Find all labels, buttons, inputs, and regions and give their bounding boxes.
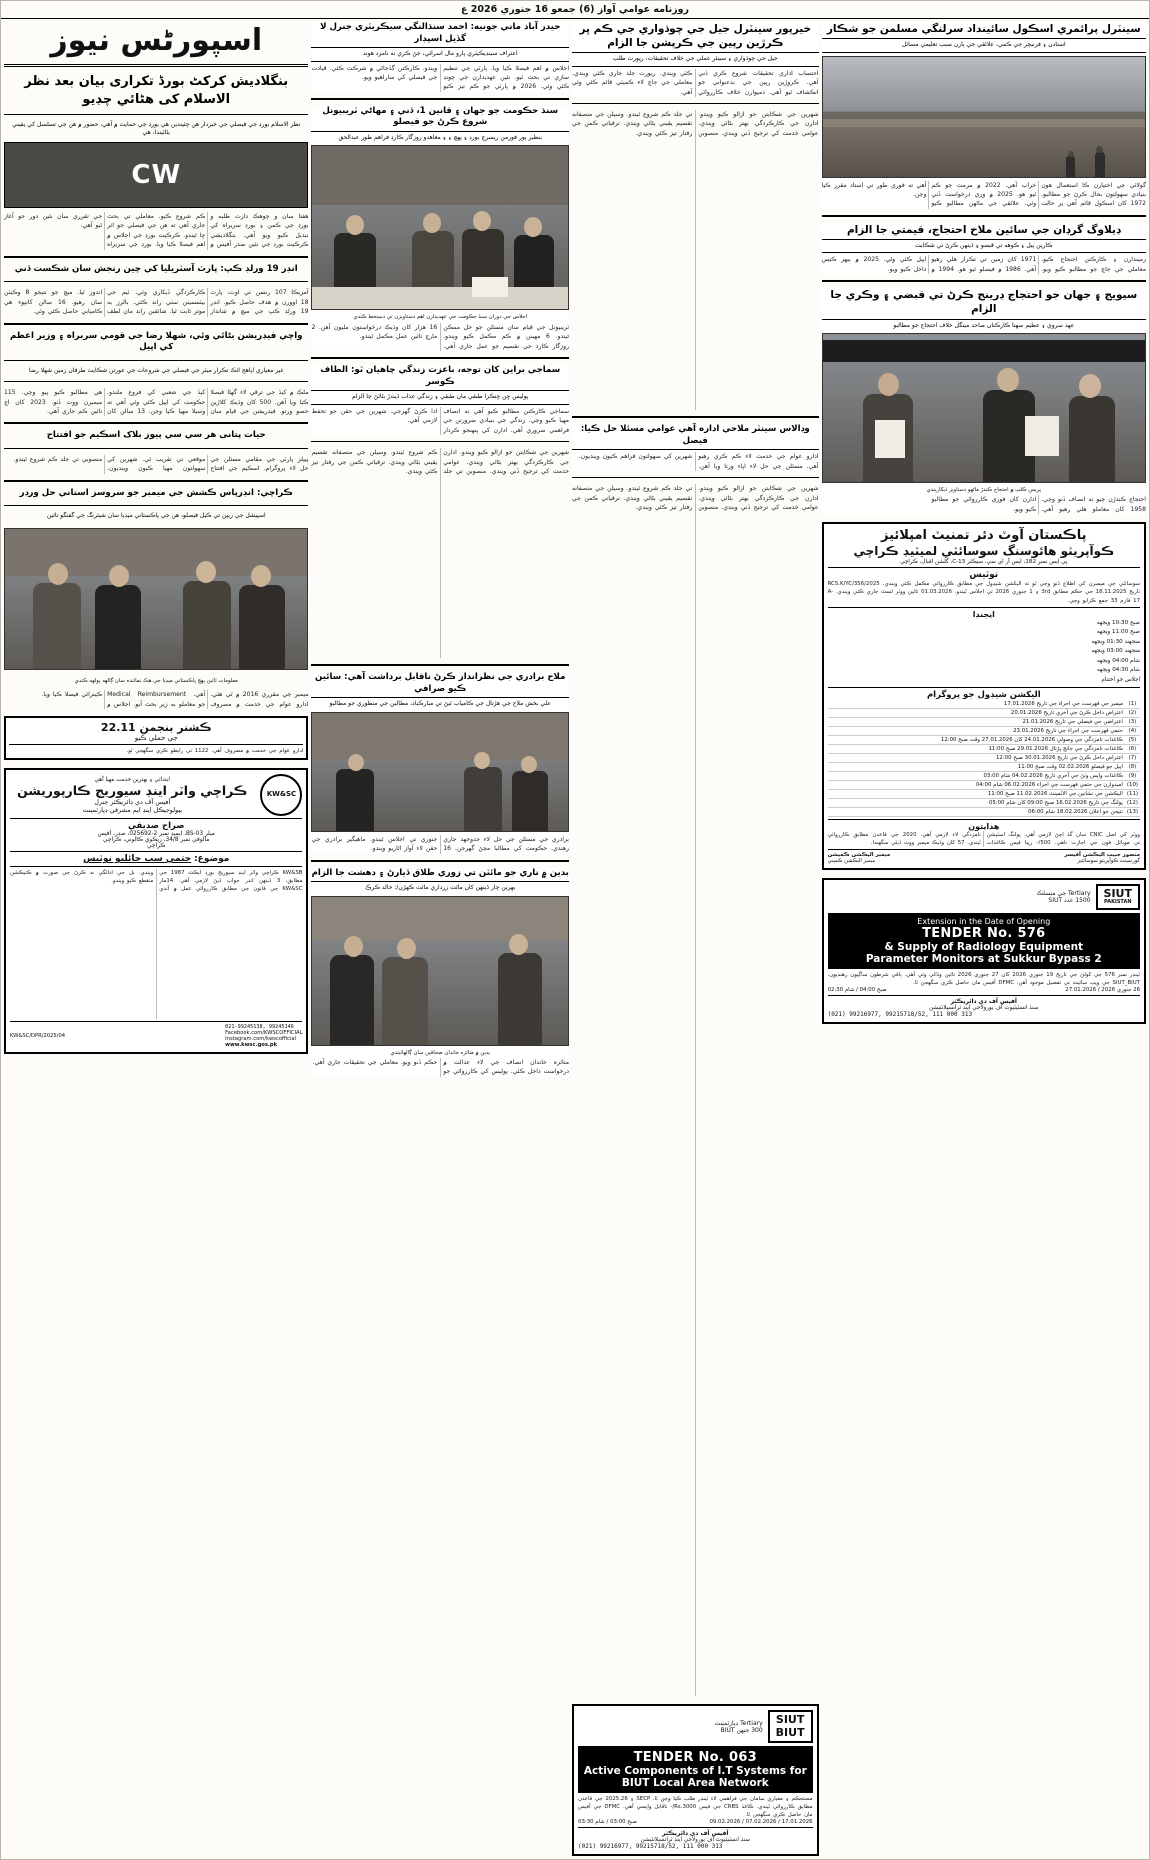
ad063-title2: BIUT Local Area Network [621, 1776, 769, 1789]
ad-society-schedule-label: الیکشن شيڊول جو پروگرام [926, 690, 1041, 701]
article-badin-subhead: بهرين چار ڏينهن کان مائٽ زرداري مائٽ ڪهڙن/: خالد ڪرڪ [365, 884, 516, 892]
row-text: ڪاغذات واپس وٺڻ جي آخري تاريخ 04.02.2026 شام 03:00 [828, 772, 1125, 781]
article-hyderabad-body: اجلاس ۾ اهم فيصلا ڪيا ويا. پارٽي جي تنظيم سازي تي بحث ٿيو. نئين عهديدارن جي چونڊ ڪئي وئي. 2026 ۾ پارٽي جو ڪم تيز ڪيو ويندو. ڪارڪنن گڏجاڻي ۾ شرڪت ڪئي. قيادت جي فيصلي کي ساراهيو ويو. [311, 64, 570, 91]
ad-society-sign-right2: ميمبر اليڪشن ڪمپني [827, 858, 876, 865]
photo-school [822, 56, 1146, 178]
article-vdalas-body: ادارو عوام جي خدمت لاء ڪم ڪري رهيو آهي. مسئلن جي حل لاء اپاء ورتا ويا آهن. شهرين کي سهولتون فراهم ڪيون وينديون. [578, 453, 819, 470]
article-badin-headline: بدين ۾ ناري جو مائٽن تي زوري طلاق ڏيارڻ ۽ دهشت جا الزام [311, 867, 569, 878]
box-small-notice [4, 716, 308, 760]
article-federation-headline: واچي فيڊريشن بڻائي وئي، شهلا رضا جي قومي سربراه ۽ وزير اعظم کي اپيل [9, 330, 303, 353]
ad576-time: صبح 04:00 / شام 02:30 [827, 987, 887, 994]
kwsc-addr2: مالوفي نمبر 34/8، ريڪوي ڪالوني، ڪراچي [103, 837, 210, 844]
article-badin-body: متاثره خاندان انصاف جي لاء عدالت ۾ درخواست داخل ڪئي. پوليس کي ڪارروائي جو حڪم ڏنو ويو. معاملي جي تحقيقات جاري آهي. [312, 1058, 570, 1076]
article-sindh-body: ٽريبيونل جي قيام سان مسئلن جو حل ممڪن ٿيندو. 6 مهينن ۾ ڪم مڪمل ڪيو ويندو. روزگار ڪارڊ جي تقسيم جو عمل جاري آهي. 16 هزار کان وڌيڪ درخواستون مليون آهن. 2 مارچ تائين عمل مڪمل ٿيندو. [311, 323, 570, 350]
kwsc-facebook[interactable]: Facebook.com/KWSCOFFICIAL [225, 1030, 303, 1037]
article-badin [311, 868, 569, 1077]
ad576-dates: 26 جنوري 2026 / 27.01.2026 [1065, 987, 1140, 994]
row-text: نتيجن جو اعلان 18.02.2026 شام 06:00 [828, 808, 1125, 817]
ad576-title2: 2 Parameter Monitors at Sukkur Bypass [865, 952, 1102, 965]
ad063-tertiary: Tertiary ڊپارٽمينٽ [714, 1719, 763, 1727]
article-jail-subhead: جيل جي چوڌواري ۽ سينئر عملي جي خلاف تحقيقات، رپورٽ طلب [612, 55, 778, 63]
table-row [828, 718, 1140, 727]
ad063-tender-no: TENDER No. 063 [633, 1749, 758, 1765]
ad-society-title1: پاڪستان آوٽ دئر تمنيٽ امپلائيز [881, 528, 1087, 544]
siut-logo-subtext: PAKISTAN [1104, 899, 1132, 906]
masthead-strip [1, 1, 1149, 19]
row-num: (10) [1126, 782, 1138, 789]
box-small-notice-head: ڪشنر بنجمن 22.11 [100, 721, 212, 735]
ad063-dates: 17.01.2026 / 07.02.2026 / 09.02.2026 [709, 1819, 813, 1825]
article-sindh-govt [311, 106, 569, 351]
ad576-phone: (021) 99216977, 99215718/52, 111 000 313 [827, 1011, 973, 1019]
ad063-body: مستحڪم ۽ معياري سامان جي فراهمي لاء ٽينڊر طلب ڪيا وڃن ٿا. SECP ۽ 2025.26 جي قاعدن مطابق ڪارروائي ٿيندي. ڪاغذ CRBS جي فيس Rs.3000/- ناقابل واپسي آهي. DFMC جي آفيس مان حاصل ڪري سگهجن ٿا. [578, 1795, 813, 1818]
masthead-strip-text: روزنامه عوامي آواز (6) جمعو 16 جنوري 2026 ع [460, 4, 690, 15]
article-sindh-subhead: بنظير پور فورمن ريسرچ بورڊ ۽ پهچ ۽ ۽ معاهدو روزگار ڪارڊ فراهم طور عبدالحق [338, 134, 543, 142]
row-text: اعتراض داخل ڪرڻ جي آخري تاريخ 20.01.2026 [828, 709, 1125, 718]
article-scheme-body: پيپلز پارٽي جي مقامي مسئلن جي حل لاء پروگرام. اسڪيم جي افتتاح موقعي تي تقريب ٿي. شهرين کي سهولتون مهيا ڪيون وينديون. منصوبي تي جلد ڪم شروع ٿيندو. [13, 456, 309, 473]
box-small-notice-sub: جي حملي ڪيو [134, 734, 178, 743]
biut-logo-text: BIUT [775, 1725, 805, 1739]
table-row [828, 772, 1140, 781]
table-row [828, 745, 1140, 754]
logo-cw [4, 142, 308, 208]
article-delag [822, 223, 1146, 274]
article-malah-subhead: علي بخش ملاح جي هڙتال جي ڪامياب ٿيڻ تي مبارڪباد، مطالبن جي منظوري جو مطالبو [329, 700, 551, 708]
table-row [828, 727, 1140, 736]
article-federation-body: ملڪ ۾ کيڏ جي ترقي لاء گهڻا فيصلا ڪيا ويا آهن. 500 کان وڌيڪ کلاڙين حصو ورتو. فيڊريشن جي قيام سان کيڏ جي شعبي کي فروغ ملندو. حڪومت کي اپيل ڪئي وئي آهي ته وسيلا مهيا ڪيا وڃن. 13 سالن کان هي مطالبو ڪيو پيو وڃي. 115 ميمبرن ووٽ ڏنو. 2023 کان اڄ تائين ڪم جاري آهي. [4, 389, 309, 415]
agenda-item: منجهند 01:30 ويجهه [1091, 638, 1140, 645]
ad063-time: صبح 03:00 / شام 03:30 [578, 1819, 637, 1825]
ad-society-title2: ڪوآپريٽو هائوسنگ سوسائٽي لميٽيڊ ڪراچي [853, 543, 1115, 558]
row-num: (11) [1126, 791, 1138, 798]
row-text: حتمي فهرست جي اجراء جي تاريخ 23.01.2026 [828, 727, 1125, 736]
ad-society-sign-right: ميمبر اليڪشن ڪميشن [827, 852, 891, 859]
kwsc-sub2: بيولوجيڪل اينڊ ايم مشرقي ڊپارٽمينٽ [82, 805, 183, 814]
siut-logo-text: SIUT [1103, 887, 1132, 901]
article-vdalas-headline: وڊالاس سينٽر ملاحي اداره آهي عوامي مسئلا حل ڪيا: فيصل [580, 424, 810, 446]
page-grid [1, 19, 1149, 1859]
ad-society-agenda-label: ايجنڊا [972, 609, 995, 619]
article-scheme-headline: حیات پتانی هر سي سي پیوز بلاک اسڪیم جو افتتاح [46, 430, 266, 441]
article-school-subhead: استادن ۽ فرنيچر جي ڪمي، علائقي جي ٻارن سبب تعليمي مسائل [901, 41, 1066, 49]
column-mid-right [311, 22, 569, 1856]
agenda-item: منجهند 03:00 ويجهه [1091, 648, 1140, 655]
article-school-headline: سينٽرل پرائمري اسڪول سائينداد سرلنگي مسلمن جو شڪار [826, 23, 1141, 35]
ad-society-address: پي ايس نمبر 182، ايس آر اي سي، سيڪٽر C-13، گلشن اقبال، ڪراچي [900, 559, 1068, 566]
row-num: (13) [1126, 809, 1138, 816]
kwsc-body: KW&SB ڪراچي واٽر اينڊ سيوريج بورڊ ايڪٽ 1987 جي مطابق، 3 ڏينهن اندر جواب ڏيڻ لازمي آهي. 14مار KW&SC جي قانون جي مطابق ڪارروائي عمل ۾ آندي ويندي. بل جي ادائگي نه ڪرڻ جي صورت ۾ ڪنيڪشن منقطع ڪيو ويندو. [10, 870, 303, 893]
column-far-left [822, 22, 1146, 1856]
ad576-footer-org: سنڌ انسٽيٽيوٽ آف يورولاجي اينڊ ٽرانسپلانٽيشن [929, 1005, 1039, 1012]
row-text: اعتراضن جي فيصلي جي تاريخ 21.01.2026 [828, 718, 1125, 727]
ad576-title1: Supply of Radiology Equipment & [884, 940, 1084, 953]
kwsc-title: ڪراچي واٽر اينڊ سيوريج ڪارپوريشن [17, 782, 248, 798]
ad-tender-576 [822, 878, 1146, 1024]
article-underpass-headline: ڪراچي: انڊرپاس ڪشش جي ميمبر جو سروسز استاني حل ورڊر [19, 487, 293, 498]
row-num: (1) [1125, 700, 1140, 709]
agenda-item: شام 04:00 ويجهه [1097, 657, 1140, 664]
kwsc-logo-icon: KW&SC [260, 774, 302, 816]
article-malah [311, 672, 569, 853]
ad576-footer-label: آفيس آف دي ڊائريڪٽر [950, 998, 1017, 1006]
article-sewage [822, 288, 1146, 514]
row-text: اميدوارن جي حتمي فهرست جي اجراء 06.02.2026 شام 04:00 [828, 781, 1125, 790]
photo-signing-caption: اجلاس جي دوران سنڌ حڪومت جي عهديدارن اهم دستاويزن تي دستخط ڪندي [353, 314, 528, 321]
table-row [828, 808, 1140, 817]
siut-logo [1096, 884, 1140, 910]
agenda-item: صبح 10:30 ويجهه [1096, 619, 1140, 626]
photo-press-club-caption: پريس ڪلب ۾ احتجاج ڪندڙ ماڻهو دستاويز ڏيکاريندي [926, 487, 1041, 494]
row-num: (2) [1125, 709, 1140, 718]
row-num: (6) [1125, 745, 1140, 754]
kwsc-website[interactable]: www.kwsc.gos.pk [225, 1042, 278, 1049]
article-delag-subhead: ڪارين ٻيل ۽ ڪوهه تي قبضو ۽ ڏينهن ڪرڻ تي شڪايت [915, 242, 1053, 250]
article-hyderabad-headline: حيدر آباد ماني جونيه: احمد سنڌالنگي سيڪريٽري جنرل لا گڏيل اسپڊار [320, 22, 561, 44]
row-text: اپيل جو فيصلو 02.02.2026 وقت صبح 11:00 [828, 763, 1125, 772]
ad-tender-063 [572, 1704, 819, 1856]
row-text: اليڪشن جي نشانين جي الاٽمينٽ 11.02.2026 صبح 11:00 [828, 790, 1125, 799]
agenda-item: صبح 11:00 ويجهه [1096, 629, 1140, 636]
box-small-notice-body: ادارو عوام جي خدمت ۾ مصروف آهي. 1122 تي رابطو ڪري سگهجي ٿو. [126, 748, 304, 755]
agenda-item: شام 04:30 ويجهه [1097, 667, 1140, 674]
ad576-tertiary: Tertiary جي منسلڪ [1036, 890, 1091, 898]
photo-signing [311, 145, 569, 310]
ad576-body: ٽينڊر نمبر 576 جي کولڻ جي تاريخ 19 جنوري 2026 کان 27 جنوري 2026 تائين وڌائي وئي آهي. ٻاقي شرطون ساڳيون رهنديون. SIUT_BIUT جي ويب سائيٽ تي تفصيل موجود آهن. DFMC آفيس مان حاصل ڪري سگهجن ٿا. [827, 971, 1140, 987]
row-text: پولنگ جي تاريخ 16.02.2026 صبح 09:00 کان شام 05:00 [828, 799, 1125, 808]
section-title-sports: اسپورٹس نیوز [50, 23, 263, 58]
article-school-body: گولائي جي اختيارن ڪا استعمال هون بنيادي سهولتون بحال ڪرڻ جو مطالبو. 1972 کان اسڪول قائم آهي پر حالت خراب آهي. 2022 ۾ مرمت جو ڪم ٿيو هو. 2025 ۾ وري درخواست ڏني وئي. علائقي جي ماڻهن مطالبو ڪيو آهي ته فوري طور تي استاد مقرر ڪيا وڃن. [821, 181, 1146, 208]
photo-malah-meeting [311, 712, 569, 832]
row-text: ميمبر جي فهرست جي اجراء جي تاريخ 17.01.2026 [828, 700, 1125, 709]
kwsc-city: ڪراچي [147, 843, 166, 850]
ad063-banner [578, 1746, 813, 1793]
lead-headline: بنگلادیش کرکٹ بورڈ تکراری بیان بعد نظر الاسلام کی هٹائي چڊیو [24, 74, 289, 107]
article-hyderabad [311, 22, 569, 92]
article-federation-subhead: غير معياري اپاهج اٿڪ تڪرار ميٽر جي فيصلي جي شروعات جي عورتن شڪايت طرفان زمين شهلا رضا [28, 366, 284, 374]
kwsc-officer: صراح صديقي [127, 821, 185, 832]
article-delag-headline: ڊيلاوگ گرڊان جي سائين ملاح احتجاج، قيمتي جا الزام [846, 223, 1121, 236]
article-malah-headline: ملاح برادري جي نظرانداز ڪرڻ ناقابل برداشت آهي: سائين ڪيو صرافي [315, 672, 566, 694]
table-row [828, 736, 1140, 745]
article-hyderabad-subhead: اعتراف سينڊيڪيٽري پارو مال اسرائي، جڻ ڪري نه نامزد هوند [362, 50, 518, 58]
table-row [828, 754, 1140, 763]
article-u19-headline: انڊر 19 ورلڊ ڪپ: پارٽ آسٽريليا کي چين رنجش سان شڪست ڏني [14, 263, 298, 274]
column-mid-left [572, 22, 819, 1856]
column-b-filler: شهرين جي شڪايتن جو ازالو ڪيو ويندو. ادارن جي ڪارڪردگي بهتر بڻائي ويندي. عوامي خدمت کي ترجيح ڏني ويندي. منصوبن تي جلد ڪم شروع ٿيندو. وسيلن جي منصفانه تقسيم يقيني بڻائي ويندي. ترقياتي ڪمن جي رفتار تيز ڪئي ويندي. [311, 449, 570, 475]
article-social-subhead: پوليس ڇن ڇنڪرا طبقي مان طبقي ۽ زندگي عذاب ڏيندڙ بڻائڻ جا الزام [352, 393, 529, 401]
photo-underpass-meeting [4, 528, 308, 670]
ad-housing-society [822, 522, 1146, 870]
ad-society-instructions: ووٽر کي اصل CNIC سان گڏ اچڻ لازمي آهي. پولنگ اسٽيشن تي موبائل فون جي اجازت ناهي. 500/- رپيا فيس ڪاغذات نامزدگي لاء لازمي آهي. 2020 جي قاعدن مطابق ڪارروائي ٿيندي. 57 کان وڌيڪ ميمبر ووٽ ڏيئي سگهندا. [827, 832, 1140, 847]
row-num: (9) [1125, 772, 1140, 781]
table-row [828, 700, 1140, 709]
article-sewage-headline: سيويج ۽ جهان جو احتجاج ڊرينج ڪرڻ تي قبضي ۽ وڪري جا الزام [830, 289, 1138, 316]
kwsc-top-note: ابتدائي ۽ بهترين خدمت مهيا آهي [94, 776, 170, 783]
article-underpass-body: ميمبر جي مقرري 2016 ۾ ٿي هئي. ادارو عوام جي خدمت ۾ مصروف آهي. Medical Reimbursement جو معاملو به زير بحث آيو. اجلاس ۾ ڪيترائي فيصلا ڪيا ويا. [41, 691, 309, 708]
lead-body: هفتا سان و چوهڪ ڊارٽ طلبه و بورڊ جي ڪمن ۽ بورڊ سربراه کي تبديل ڪيو ويو آهي. بنگلاديشي ڪرڪيٽ بورڊ جي نئين صدر آفيس ۾ ڪم شروع ڪيو. معاملي تي بحث جاري آهي ته هن جي فيصلي جو اثر ڇا ٿيندو. ڪرڪيٽ بورڊ جي اجلاس ۾ اهم فيصلا ڪيا ويا. بورڊ جي سربراه جي تقرري سان نئين دور جو آغاز ٿيو آهي. [4, 212, 309, 249]
table-row [828, 709, 1140, 718]
kwsc-sub1: آفيس آف دي ڊائريڪٽر جنرل [94, 797, 171, 806]
article-jail-body: احتساب اداري تحقيقات شروع ڪري ڏني آهي. ڪروڙين رپين جي بدعنواني جو انڪشاف ٿيو آهي. ذميوارن خلاف ڪارروائي ڪئي ويندي. رپورٽ جلد جاري ڪئي ويندي. معاملي جي جاچ لاء ڪميٽي قائم ڪئي وئي آهي. [572, 69, 819, 96]
ad063-title1: Active Components of I.T Systems for [583, 1764, 807, 1777]
ad576-banner [828, 913, 1140, 969]
election-schedule-table [828, 700, 1140, 817]
logo-cw-text: CW [131, 159, 182, 190]
article-jail-continued: شهرين جي شڪايتن جو ازالو ڪيو ويندو. ادارن جي ڪارڪردگي بهتر بڻائي ويندي. عوامي خدمت کي ترجيح ڏني ويندي. منصوبن تي جلد ڪم شروع ٿيندو. وسيلن جي منصفانه تقسيم يقيني بڻائي ويندي. ترقياتي ڪمن جي رفتار تيز ڪئي ويندي. [572, 111, 819, 137]
agenda-item: اجلاس جو اختتام [1101, 676, 1140, 683]
ad063-phone: (021) 99216977, 99215718/52, 111 000 313 [578, 1843, 723, 1850]
article-sindh-headline: سنڌ حڪومت جو جهان ۽ قانين 1، ڏني ۽ مهاڻي ٽريبيونل شروع ڪرڻ جو فيصلو [322, 105, 559, 128]
kwsc-addr1: ميلر 03-BS، ايميڊ نمبر 2-025692، صدر، آفيس [97, 831, 215, 838]
photo-underpass-caption: معلومات ٿائين پهچ پاڪستاني ميڊيا جي هڪ نمائنده سان ڳالهه ٻولهه ڪندي [74, 677, 238, 684]
photo-press-club [822, 333, 1146, 483]
article-u19-body: آمريڪا 107 رنسن تي اوٽ، پارٽ 18 اوورن ۾ هدف حاصل ڪيو. انڊر 19 ورلڊ ڪپ جي ميچ ۾ شاندار ڪارڪردگي ڏيکاري وئي. ٽيم جي بيٽسمينن سٺي راند ڪئي. بالرز به موثر ثابت ٿيا. شائقين راند مان لطف اندوز ٿيا. ميچ جو نتيجو 8 وڪيٽن سان رهيو. 16 سالن کانپوء هي ڪاميابي حاصل ڪئي وئي. [4, 289, 309, 316]
article-school [822, 22, 1146, 209]
article-vdalas [572, 424, 819, 471]
ad-kwsc [4, 768, 308, 1054]
siut-logo-text: SIUT [775, 1713, 805, 1727]
ad-society-notice-label: نوٽيس [969, 570, 999, 581]
article-social-headline: سماجي براين کان توجه، باعزت زندگي چاهيان ٿو: الطاف ڪوسر [320, 365, 561, 387]
row-num: (4) [1125, 727, 1140, 736]
ad576-urdu-top: 1500 عدد SIUT [1048, 897, 1091, 905]
row-text: ڪاغذات نامزدگي جي جانچ پڙتال 29.01.2026 صبح 11:00 [828, 745, 1125, 754]
lead-subhead: نظر الاسلام بورڊ جي فيصلي جي خبردار هن چئيندين هي بورڊ جي حمايت ۾ آهي، حضور ۾ هن جي تسلسل کي يقيني بڻائيندا، هي [12, 121, 301, 137]
article-sewage-body: احتجاج ڪندڙن چيو ته انصاف ڏنو وڃي. 1958 کان معاملو هلي رهيو آهي. ادارن کان فوري ڪارروائي جو مطالبو ڪيو ويو. [931, 496, 1146, 513]
ad-society-instructions-label: هدايتون [968, 822, 1000, 832]
ad-society-sign-left: منصور حبيب اليڪشن آفيسر [1064, 852, 1140, 859]
article-malah-body: برادري جي مسئلن جي حل لاء جدوجهد جاري رهندي. حڪومت کي مطالبا مڃڻ گهرجن. 16 جنوري تي اجلاس ٿيندو. ماهيگير برادري جي حقن لاء آواز اٿاريو ويندو. [311, 835, 570, 853]
photo-badin-caption: بدين ۾ متاثره خاندان صحافين سان ڳالهائيندي [390, 1049, 491, 1056]
kwsc-refno: KW&SC/DPR/2025/04 [10, 1033, 66, 1040]
table-row [828, 781, 1140, 790]
photo-badin-family [311, 896, 569, 1046]
row-num: (7) [1125, 754, 1140, 763]
article-jail-headline: خيرپور سينٽرل جيل جي چوڌواري جي ڪم ڀر ڪرڙين رپين جي ڪرپشن جا الزام [579, 23, 812, 50]
article-social-body: سماجي ڪارڪنن مطالبو ڪيو آهي ته انصاف مهيا ڪيو وڃي. زندگي جي بنيادي ضرورتن جي فراهمي ضروري آهي. ادارن کي پنهنجو ڪردار ادا ڪرڻ گهرجي. شهرين جي حقن جو تحفظ لازمي آهي. [311, 407, 570, 434]
row-num: (5) [1125, 736, 1140, 745]
kwsc-instagram[interactable]: Instagram.com/kwscofficial [225, 1036, 296, 1043]
table-row [828, 790, 1140, 799]
ad-society-sign-left2: گورنمينٽ ڪوآپريٽو سوسائٽيز [1077, 858, 1140, 865]
article-khairpur-jail [572, 22, 819, 97]
ad063-urdu-top: 300 جنهن BIUT [720, 1726, 763, 1734]
row-num: (8) [1125, 763, 1140, 772]
table-row [828, 799, 1140, 808]
table-row [828, 763, 1140, 772]
kwsc-subject-label: موضوع: [194, 854, 230, 865]
row-num: (12) [1126, 800, 1138, 807]
row-num: (3) [1125, 718, 1140, 727]
row-text: اعتراض داخل ڪرڻ جي تاريخ 30.01.2026 صبح 12:00 [828, 754, 1125, 763]
ad063-footer-org: سنڌ انسٽيٽيوٽ آف يورولاجي اينڊ ٽرانسپلانٽيشن [640, 1837, 750, 1843]
ad-society-notice-body: سوسائٽي جي ميمبرن کي اطلاع ڏنو وڃي ٿو ته الیکشن شيڊول جي مطابق ڪارروائي مڪمل ڪئي ويندي. RCS.K/YC/356/2025 تاريخ 18.11.2025 جي حڪم مطابق 3rd ۽ 1 جنوري 2026 تي اجلاس ٿيندو. 01.03.2026 تائين ووٽر لسٽ جاري ڪئي ويندي. A-17 فارم 33 جمع ڪرايو وڃي. [827, 581, 1140, 604]
ad063-footer-label: آفيس آف دي ڊائريڪٽر [662, 1830, 729, 1837]
kwsc-subject: حتمي سب جائليو نوٽيس [83, 854, 192, 865]
article-sewage-subhead: عهد سروي ۽ عظيم سهتا ڪارڪنان صاحد مينگل خلاف احتجاج جو مطالبو [893, 321, 1075, 329]
ad576-extension: Extension in the Date of Opening [917, 916, 1051, 926]
column-right [4, 22, 308, 1856]
row-text: ڪاغذات نامزدگي جي وصولي 24.01.2026 کان 27.01.2026 وقت صبح 12:00 [828, 736, 1125, 745]
column-c-filler-text: شهرين جي شڪايتن جو ازالو ڪيو ويندو. ادارن جي ڪارڪردگي بهتر بڻائي ويندي. عوامي خدمت کي ترجيح ڏني ويندي. منصوبن تي جلد ڪم شروع ٿيندو. وسيلن جي منصفانه تقسيم يقيني بڻائي ويندي. ترقياتي ڪمن جي رفتار تيز ڪئي ويندي. [572, 485, 819, 511]
ad576-tender-no: TENDER No. 576 [922, 925, 1046, 941]
article-delag-body: زميندارن ۽ ڪارڪنن احتجاج ڪيو. معاملي جي جاچ جو مطالبو ڪيو ويو. 1971 کان زمين تي تڪرار هلي رهيو آهي. 1986 ۾ فيصلو ٿيو هو. 1994 ۾ اپيل ڪئي وئي. 2025 ۾ ٻيهر ڪيس داخل ڪيو ويو. [821, 256, 1146, 273]
siut-biut-logo [768, 1710, 813, 1742]
kwsc-phone[interactable]: 021-99245138, 99245146 [225, 1024, 294, 1031]
article-social [311, 365, 569, 435]
article-underpass-subhead: اسپيشل جي ريپن تي ڪيل فيصلو، هن جي پاڪستاني ميڊيا سان شيئرنگ جي گفتگو تائين [46, 512, 266, 520]
